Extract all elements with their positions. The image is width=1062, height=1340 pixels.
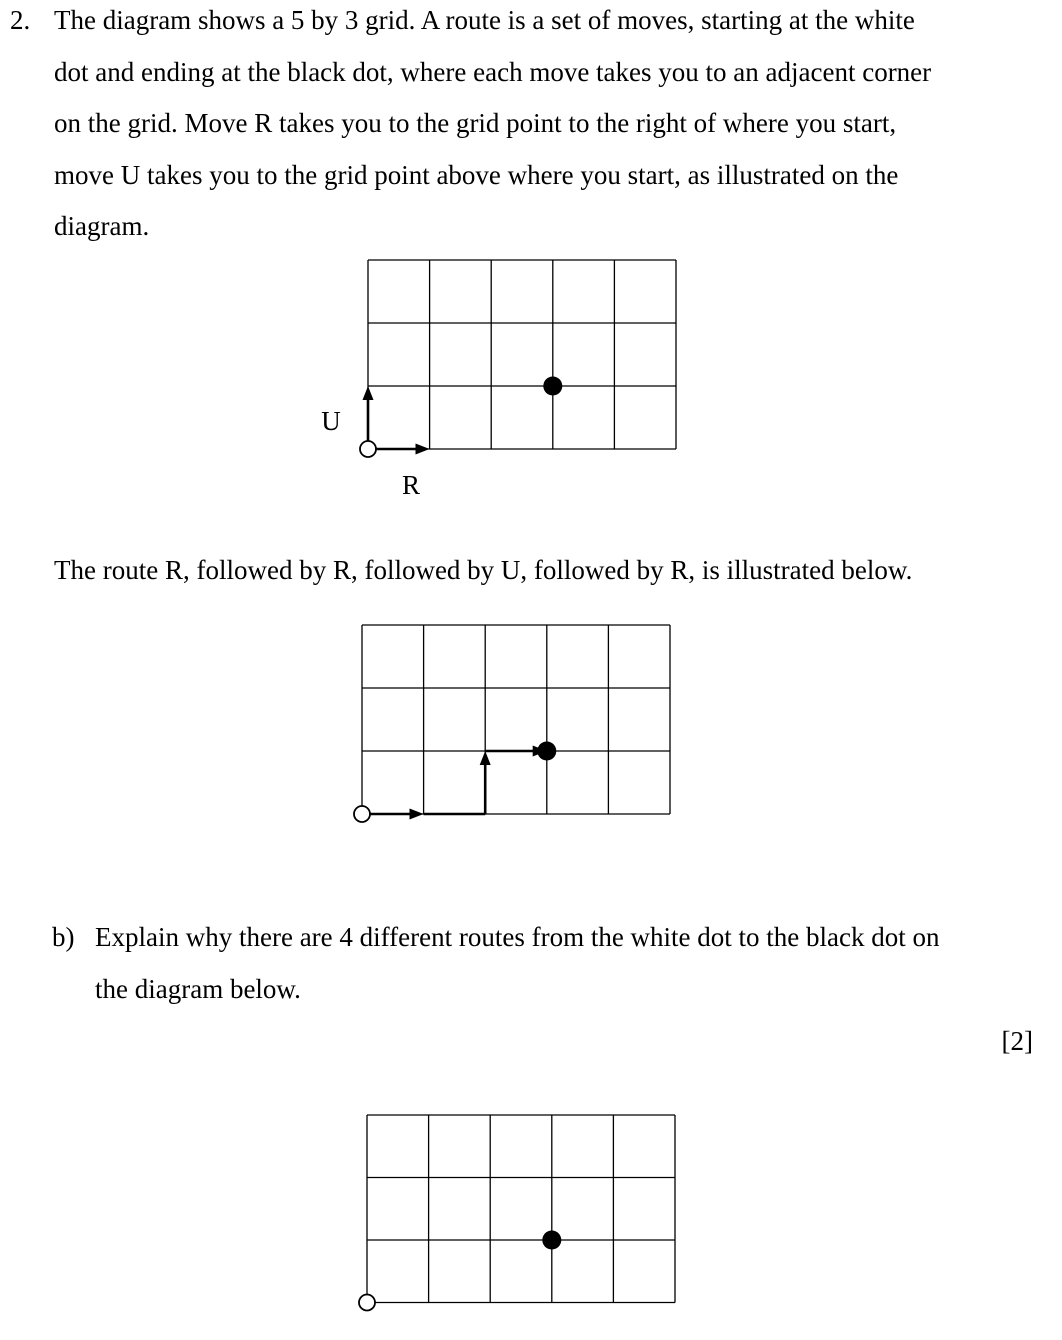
white-start-dot (360, 441, 376, 457)
route-caption: The route R, followed by R, followed by U, followed by R, is illustrated below. (54, 555, 913, 585)
intro-line-4: move U takes you to the grid point above where you start, as illustrated on the (54, 159, 899, 190)
intro-line-2: dot and ending at the black dot, where each move takes you to an adjacent corner (54, 56, 932, 87)
marks-indicator: [2] (1001, 1026, 1033, 1056)
intro-line-5: diagram. (54, 211, 150, 241)
grid (362, 625, 670, 814)
arrowhead-up-icon (363, 386, 374, 400)
part-b-line-1: Explain why there are 4 different routes from the white dot to the black dot on (95, 922, 940, 952)
white-start-dot (354, 806, 370, 822)
arrowhead-right-icon (416, 444, 430, 455)
question-intro (54, 0, 1054, 253)
part-b-label: b) (52, 922, 75, 952)
part-b-diagram (300, 1105, 700, 1325)
grid (367, 1115, 675, 1303)
move-label-u: U (321, 406, 341, 436)
white-start-dot (359, 1295, 375, 1311)
move-illustration-diagram (300, 250, 700, 510)
arrowhead-right-icon (410, 809, 424, 820)
intro-line-3: on the grid. Move R takes you to the grid point to the right of where you start, (54, 108, 897, 138)
example-route-diagram (300, 615, 700, 845)
question-number: 2. (10, 5, 31, 35)
arrowhead-up-icon (480, 751, 491, 765)
black-end-dot (537, 742, 556, 761)
black-end-dot (542, 1231, 561, 1250)
grid (368, 260, 676, 449)
part-b-text (95, 912, 1055, 1015)
move-label-r: R (401, 470, 421, 500)
part-b-line-2: the diagram below. (95, 973, 301, 1004)
black-end-dot (543, 377, 562, 396)
intro-line-1: The diagram shows a 5 by 3 grid. A route is a set of moves, starting at the white (54, 5, 915, 35)
